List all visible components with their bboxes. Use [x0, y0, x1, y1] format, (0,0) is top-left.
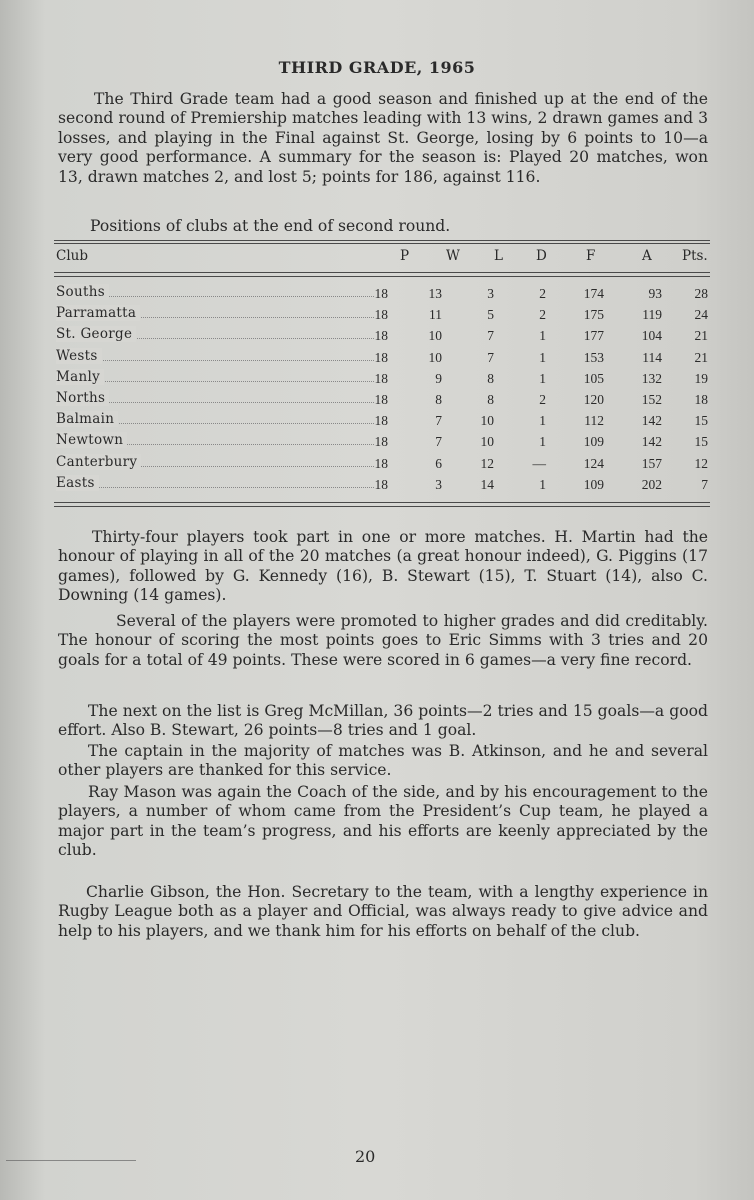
page-number: 20: [355, 1147, 376, 1166]
cell-w: 13: [428, 286, 442, 301]
cell-f: 124: [583, 455, 604, 471]
header-club: Club: [56, 248, 88, 264]
cell-w: 3: [435, 476, 442, 492]
table-row: [54, 284, 710, 305]
cell-p: 18: [374, 328, 388, 344]
cell-a: 152: [641, 391, 662, 407]
cell-l: 7: [487, 328, 494, 344]
table-bottom-rule: [54, 502, 710, 503]
cell-w: 10: [428, 349, 442, 365]
cell-a: 132: [641, 370, 662, 386]
leader-dots: [64, 487, 374, 488]
club-name: Balmain: [56, 411, 118, 427]
cell-a: 93: [648, 286, 662, 301]
leader-dots: [64, 402, 374, 403]
cell-d: 1: [539, 328, 546, 344]
table-row: [54, 326, 710, 347]
table-row: [54, 432, 710, 453]
club-name: Parramatta: [56, 305, 140, 321]
header-bottom-rule: [54, 272, 710, 273]
cell-pts: 21: [694, 349, 708, 365]
cell-w: 11: [429, 307, 442, 323]
club-name: Souths: [56, 284, 109, 300]
cell-w: 7: [435, 413, 442, 429]
cell-pts: 24: [694, 307, 708, 323]
cell-f: 175: [583, 307, 604, 323]
club-name: St. George: [56, 326, 136, 342]
cell-p: 18: [374, 413, 388, 429]
table-row: [54, 454, 710, 475]
cell-p: 18: [374, 349, 388, 365]
paragraph-secretary: Charlie Gibson, the Hon. Secretary to the team, with a lengthy experience in Rugby League both as a player and Official, was always ready to give advice and help to his players, and we thank him for his efforts on behalf of the club.: [58, 883, 708, 940]
cell-pts: 15: [694, 413, 708, 429]
cell-d: 1: [539, 434, 546, 450]
cell-l: 8: [487, 391, 494, 407]
cell-p: 18: [374, 370, 388, 386]
header-bottom-rule-2: [54, 276, 710, 277]
cell-w: 7: [435, 434, 442, 450]
table-row: [54, 390, 710, 411]
cell-a: 104: [641, 328, 662, 344]
header-w: W: [446, 248, 460, 264]
cell-l: 7: [487, 349, 494, 365]
cell-w: 9: [435, 370, 442, 386]
cell-pts: 7: [701, 476, 708, 492]
cell-d: 1: [539, 370, 546, 386]
leader-dots: [64, 381, 374, 382]
cell-pts: 18: [694, 391, 708, 407]
cell-f: 105: [583, 370, 604, 386]
cell-d: —: [532, 455, 546, 471]
paragraph-captain: The captain in the majority of matches was B. Atkinson, and he and several other players are thanked for this service.: [58, 742, 708, 780]
leader-dots: [64, 360, 374, 361]
cell-pts: 15: [694, 434, 708, 450]
club-name: Easts: [56, 475, 99, 491]
leader-dots: [64, 296, 374, 297]
cell-p: 18: [374, 307, 388, 323]
cell-f: 112: [584, 413, 604, 429]
cell-d: 1: [539, 349, 546, 365]
cell-l: 5: [487, 307, 494, 323]
cell-d: 2: [539, 391, 546, 407]
cell-p: 18: [374, 391, 388, 407]
cell-d: 2: [539, 286, 546, 301]
paragraph-promotions: Several of the players were promoted to higher grades and did creditably. The honour of scoring the most points goes to Eric Simms with 3 tries and 20 goals for a total of 49 points. These were scored in 6 games—a very fine record.: [58, 612, 708, 669]
cell-l: 8: [487, 370, 494, 386]
cell-f: 174: [583, 286, 604, 301]
cell-f: 109: [583, 476, 604, 492]
cell-a: 119: [642, 307, 662, 323]
table-row: [54, 411, 710, 432]
table-header: [54, 248, 710, 268]
club-name: Canterbury: [56, 454, 141, 470]
club-name: Norths: [56, 390, 109, 406]
cell-f: 177: [583, 328, 604, 344]
cell-a: 142: [641, 434, 662, 450]
header-l: L: [494, 248, 503, 264]
cell-l: 12: [480, 455, 494, 471]
cell-pts: 12: [694, 455, 708, 471]
cell-p: 18: [374, 476, 388, 492]
cell-l: 14: [480, 476, 494, 492]
cell-f: 120: [583, 391, 604, 407]
paragraph-coach: Ray Mason was again the Coach of the side, and by his encouragement to the players, a number of whom came from the President’s Cup team, he played a major part in the team’s progress, and his efforts are keenly appreciated by the club.: [58, 783, 708, 860]
table-top-rule: [54, 240, 710, 241]
table-row: [54, 348, 710, 369]
header-f: F: [586, 248, 596, 264]
table-row: [54, 475, 710, 496]
cell-w: 6: [435, 455, 442, 471]
intro-paragraph: The Third Grade team had a good season and finished up at the end of the second round of Premiership matches leading with 13 wins, 2 drawn games and 3 losses, and playing in the Final against St. George, losing by 6 points to 10—a very good performance. A summary for the season is: Played 20 matches, won 13, drawn matches 2, and lost 5; points for 186, against 116.: [58, 90, 708, 186]
table-caption: Positions of clubs at the end of second round.: [90, 217, 451, 235]
header-p: P: [400, 248, 410, 264]
cell-p: 18: [374, 286, 388, 301]
cell-p: 18: [374, 455, 388, 471]
cell-a: 202: [641, 476, 662, 492]
cell-d: 1: [539, 413, 546, 429]
cell-f: 153: [583, 349, 604, 365]
table-bottom-rule-2: [54, 506, 710, 507]
cell-l: 10: [480, 413, 494, 429]
cell-l: 3: [487, 286, 494, 301]
page-title: THIRD GRADE, 1965: [278, 58, 476, 77]
club-name: Wests: [56, 348, 102, 364]
header-d: D: [536, 248, 547, 264]
header-a: A: [642, 248, 652, 264]
cell-w: 10: [428, 328, 442, 344]
cell-f: 109: [583, 434, 604, 450]
cell-d: 1: [539, 476, 546, 492]
cell-a: 114: [642, 349, 662, 365]
cell-a: 142: [641, 413, 662, 429]
cell-pts: 21: [694, 328, 708, 344]
table-top-rule-2: [54, 243, 710, 244]
paragraph-scorers: The next on the list is Greg McMillan, 36 points—2 tries and 15 goals—a good effort. Also B. Stewart, 26 points—8 tries and 1 goal.: [58, 702, 708, 740]
cell-w: 8: [435, 391, 442, 407]
club-name: Manly: [56, 369, 104, 385]
paragraph-players: Thirty-four players took part in one or more matches. H. Martin had the honour of playing in all of the 20 matches (a great honour indeed), G. Piggins (17 games), followed by G. Kennedy (16), B. Stewart (15), T. Stuart (14), also C. Downing (14 games).: [58, 528, 708, 605]
cell-p: 18: [374, 434, 388, 450]
header-pts: Pts.: [682, 248, 708, 264]
cell-pts: 19: [694, 370, 708, 386]
cell-pts: 28: [694, 286, 708, 301]
cell-d: 2: [539, 307, 546, 323]
club-name: Newtown: [56, 432, 127, 448]
cell-a: 157: [641, 455, 662, 471]
cell-l: 10: [480, 434, 494, 450]
page-mark: [6, 1160, 136, 1161]
table-row: [54, 369, 710, 390]
table-row: [54, 305, 710, 326]
standings-table: [54, 284, 710, 496]
